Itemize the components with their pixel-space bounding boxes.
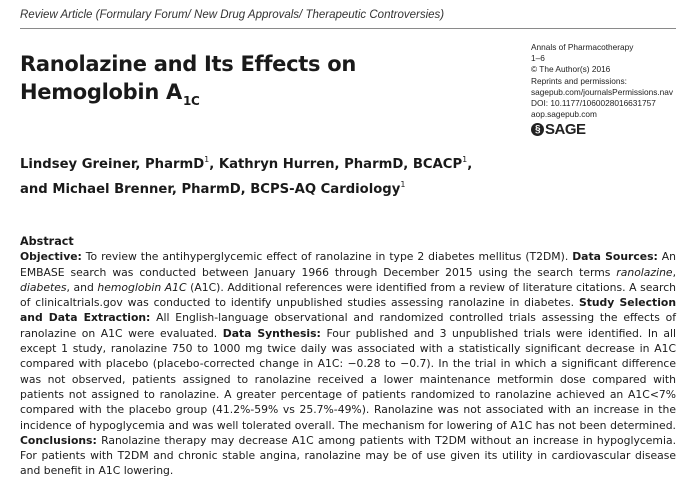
author-affiliation: 1 [400,180,406,189]
copyright-notice: © The Author(s) 2016 [531,64,611,75]
author-list [20,150,540,200]
data-sources-text-continued: (A1C). Additional references were identified from a review of literature citations. A search of clinicaltrials.gov was conducted to identify unpublished studies assessing ranolazine in diabetes. [20,280,676,310]
punctuation: , [672,265,677,279]
sage-logo-icon: § [531,123,544,136]
data-synthesis-text: Four published and 3 unpublished trials were identified. In all except 1 study, ranolazine 750 to 1000 mg twice daily was associated with a statistically significant decrease in A1C compared with placebo (placebo-corrected change in A1C: −0.28 to −0.7). In the trial in which a significant difference was not observed, patients assigned to ranolazine received a lower maintenance metformin dose compared with patients not assigned to ranolazine. A greater percentage of patients randomized to ranolazine achieved an A1C<7% compared with the placebo group (41.2%-59% vs 25.7%-49%). Ranolazine was not associated with an increase in the incidence of hypoglycemia and was well tolerated overall. The mechanism for lowering of A1C has not been determined. [20,326,677,432]
study-selection-text: All English-language observational and randomized controlled trials assessing the effects of ranolazine on A1C were evaluated. [20,311,677,340]
reprints-label: Reprints and permissions: [531,75,627,86]
conclusions-label: Conclusions: [20,433,97,447]
data-synthesis-label: Data Synthesis: [222,326,321,340]
author-affiliation: 1 [204,155,210,164]
journal-name: Annals of Pharmacotherapy [531,42,634,52]
publisher-logo [531,121,586,138]
author-name: and Michael Brenner, PharmD, BCPS-AQ Cardiology [20,182,401,197]
objective-label: Objective: [20,250,82,264]
title-main: Ranolazine and Its Effects on Hemoglobin A [20,52,356,104]
search-term: diabetes [20,280,67,294]
author-name: Kathryn Hurren, PharmD, BCACP [218,157,463,172]
abstract-body [20,249,676,478]
article-type-label: Review Article (Formulary Forum/ New Drug Approvals/ Therapeutic Controversies) [20,9,445,21]
article-title [20,50,500,115]
conjunction: , and [66,280,94,294]
journal-site-link[interactable]: aop.sagepub.com [531,109,597,120]
conclusions-text: Ranolazine therapy may decrease A1C among patients with T2DM without an increase in hypoglycemia. For patients with T2DM and chronic stable angina, ranolazine may be of use given its utility in cardiovascular disease and benefit in A1C lowering. [20,433,676,478]
objective-text: To review the antihyperglycemic effect of ranolazine in type 2 diabetes mellitus (T2DM). [85,250,569,264]
author-separator: , [467,157,473,172]
data-sources-text: An EMBASE search was conducted between January 1966 through December 2015 using the search terms [20,250,676,279]
search-term: ranolazine [616,265,673,279]
header-divider [20,28,676,29]
search-term: hemoglobin A1C [97,280,187,294]
journal-meta [531,42,681,120]
abstract [20,234,676,479]
author-separator: , [209,157,219,172]
reprints-link[interactable]: sagepub.com/journalsPermissions.nav [531,86,674,97]
page-range: 1–6 [531,53,545,64]
abstract-heading: Abstract [20,235,74,248]
study-selection-label: Study Selection and Data Extraction: [20,296,676,325]
data-sources-label: Data Sources: [572,250,658,264]
title-subscript: 1C [182,94,200,108]
author-affiliation: 1 [462,155,468,164]
author-name: Lindsey Greiner, PharmD [20,157,205,172]
doi[interactable]: DOI: 10.1177/1060028016631757 [531,98,656,109]
publisher-logo-text: SAGE [545,121,586,138]
